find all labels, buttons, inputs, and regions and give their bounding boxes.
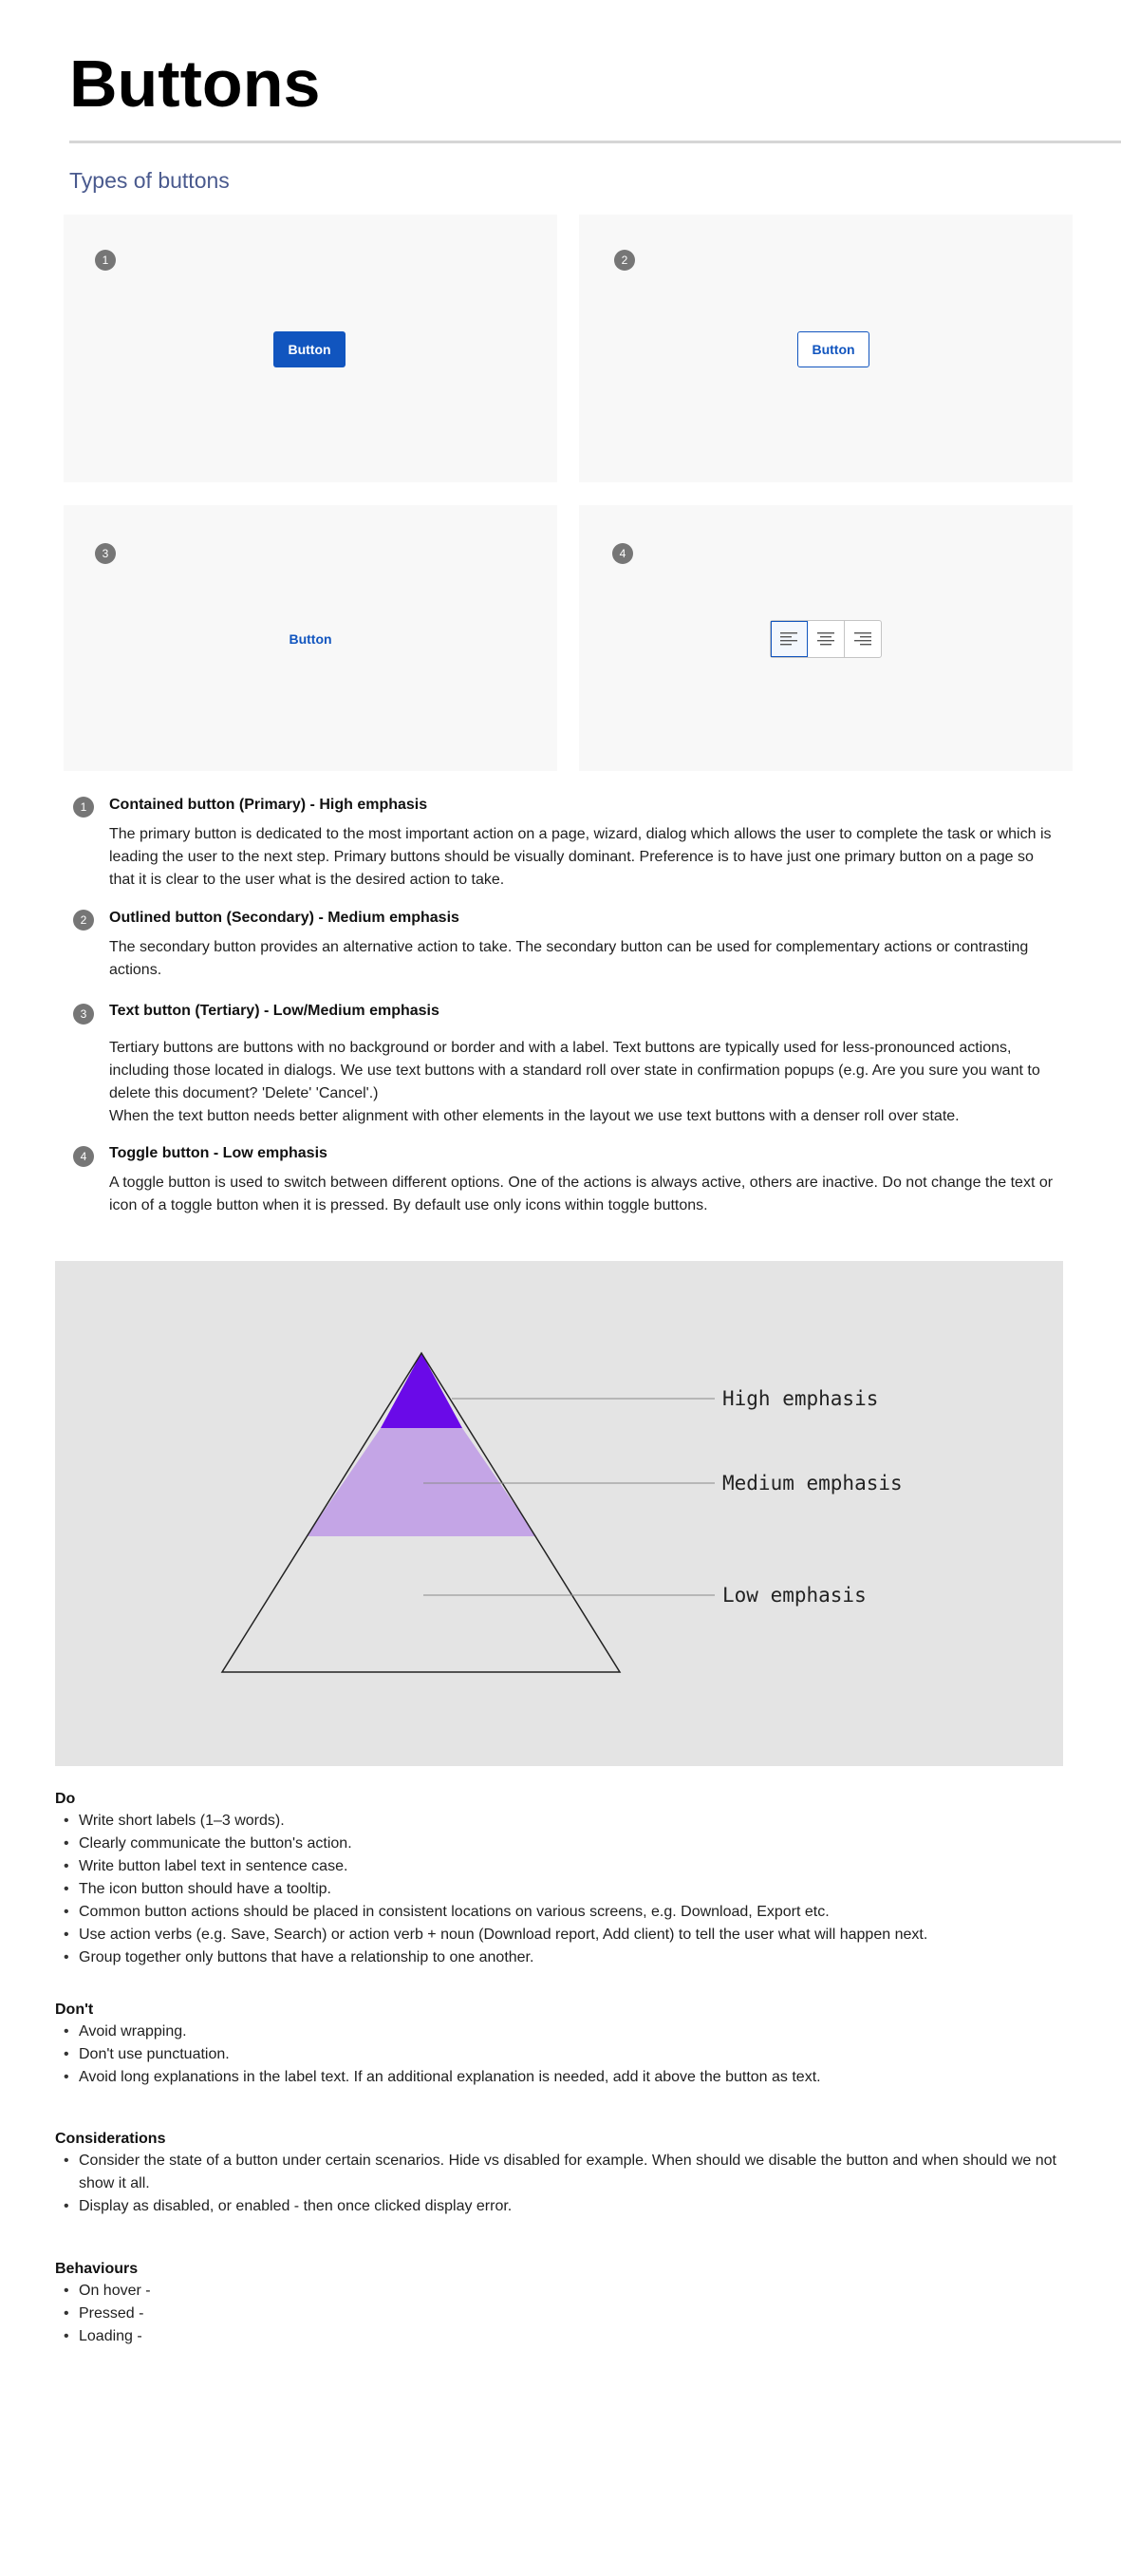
behaviours-heading: Behaviours [55,2261,139,2277]
description-title: Text button (Tertiary) - Low/Medium emphasis [109,1003,439,1019]
description-paragraph: When the text button needs better alignment with other elements in the layout we use text buttons with a denser roll over state. [109,1108,960,1124]
list-item: • Use action verbs (e.g. Save, Search) or action verb + noun (Download report, Add client) to tell the user what will happen next. [55,1924,1080,1946]
section-title: Types of buttons [69,168,230,193]
align-center-icon [816,631,835,647]
list-item: • Write short labels (1–3 words). [55,1810,1080,1833]
considerations-list [55,2150,1080,2218]
align-left-icon [779,631,798,647]
do-list [55,1810,1080,1969]
list-item: • Display as disabled, or enabled - then once clicked display error. [55,2195,1080,2218]
description-badge: 3 [73,1004,94,1025]
emphasis-pyramid-panel [55,1261,1063,1766]
description-text [109,936,1058,982]
list-item: • On hover - [55,2280,1080,2303]
do-section [55,1789,1080,1969]
toggle-align-right[interactable] [845,621,881,657]
pyramid-high-segment [381,1353,462,1428]
toggle-button-group [770,620,882,658]
contained-button-example[interactable]: Button [273,331,346,367]
list-item: • Write button label text in sentence case. [55,1855,1080,1878]
description-paragraph: The secondary button provides an alternative action to take. The secondary button can be used for complementary actions or contrasting actions. [109,939,1029,978]
description-badge: 1 [73,797,94,818]
description-title: Contained button (Primary) - High emphasis [109,797,428,813]
list-item: • Avoid wrapping. [55,2021,1080,2043]
description-title: Toggle button - Low emphasis [109,1145,327,1161]
high-emphasis-label: High emphasis [722,1387,879,1410]
do-heading: Do [55,1791,76,1807]
considerations-section [55,2129,1080,2218]
behaviours-section [55,2259,1080,2348]
dont-section [55,2000,1080,2089]
list-item: • Don't use punctuation. [55,2043,1080,2066]
list-item: • Common button actions should be placed in consistent locations on various screens, e.g. Download, Export etc. [55,1901,1080,1924]
description-paragraph: The primary button is dedicated to the most important action on a page, wizard, dialog which allows the user to complete the task or which is leading the user to the next step. Primary buttons should be visually dominant. Preference is to have just one primary button on a page so that it is clear to the user what is the desired action to take. [109,826,1052,888]
description-text [109,1037,1058,1128]
page-title: Buttons [69,47,321,121]
example-badge: 1 [95,250,116,271]
list-item: • Consider the state of a button under certain scenarios. Hide vs disabled for example. When should we disable the button and when should we not show it all. [55,2150,1080,2195]
behaviours-list [55,2280,1080,2348]
description-title: Outlined button (Secondary) - Medium emphasis [109,910,459,926]
description-paragraph: A toggle button is used to switch between different options. One of the actions is always active, others are inactive. Do not change the text or icon of a toggle button when it is pressed. By default use only icons within toggle buttons. [109,1175,1054,1213]
example-badge: 4 [612,543,633,564]
description-badge: 4 [73,1146,94,1167]
description-badge: 2 [73,910,94,931]
example-badge: 3 [95,543,116,564]
low-emphasis-label: Low emphasis [722,1584,867,1607]
medium-emphasis-label: Medium emphasis [722,1472,903,1495]
toggle-align-left[interactable] [771,621,808,657]
dont-heading: Don't [55,2002,94,2018]
title-divider [69,141,1121,143]
emphasis-pyramid-diagram [55,1261,1063,1766]
example-badge: 2 [614,250,635,271]
list-item: • The icon button should have a tooltip. [55,1878,1080,1901]
list-item: • Loading - [55,2325,1080,2348]
list-item: • Avoid long explanations in the label text. If an additional explanation is needed, add it above the button as text. [55,2066,1080,2089]
outlined-button-example[interactable]: Button [797,331,869,367]
dont-list [55,2021,1080,2089]
description-paragraph: Tertiary buttons are buttons with no background or border and with a label. Text buttons are typically used for less-pronounced actions, including those located in dialogs. We use text buttons with a standard roll over state in confirmation popups (e.g. Are you sure you want to delete this document? 'Delete' 'Cancel'.) [109,1040,1040,1101]
considerations-heading: Considerations [55,2131,166,2147]
list-item: • Clearly communicate the button's action. [55,1833,1080,1855]
list-item: • Pressed - [55,2303,1080,2325]
description-text [109,823,1058,892]
text-button-example[interactable]: Button [275,623,346,655]
description-text [109,1172,1058,1217]
toggle-align-center[interactable] [808,621,845,657]
list-item: • Group together only buttons that have a relationship to one another. [55,1946,1080,1969]
align-right-icon [853,631,872,647]
